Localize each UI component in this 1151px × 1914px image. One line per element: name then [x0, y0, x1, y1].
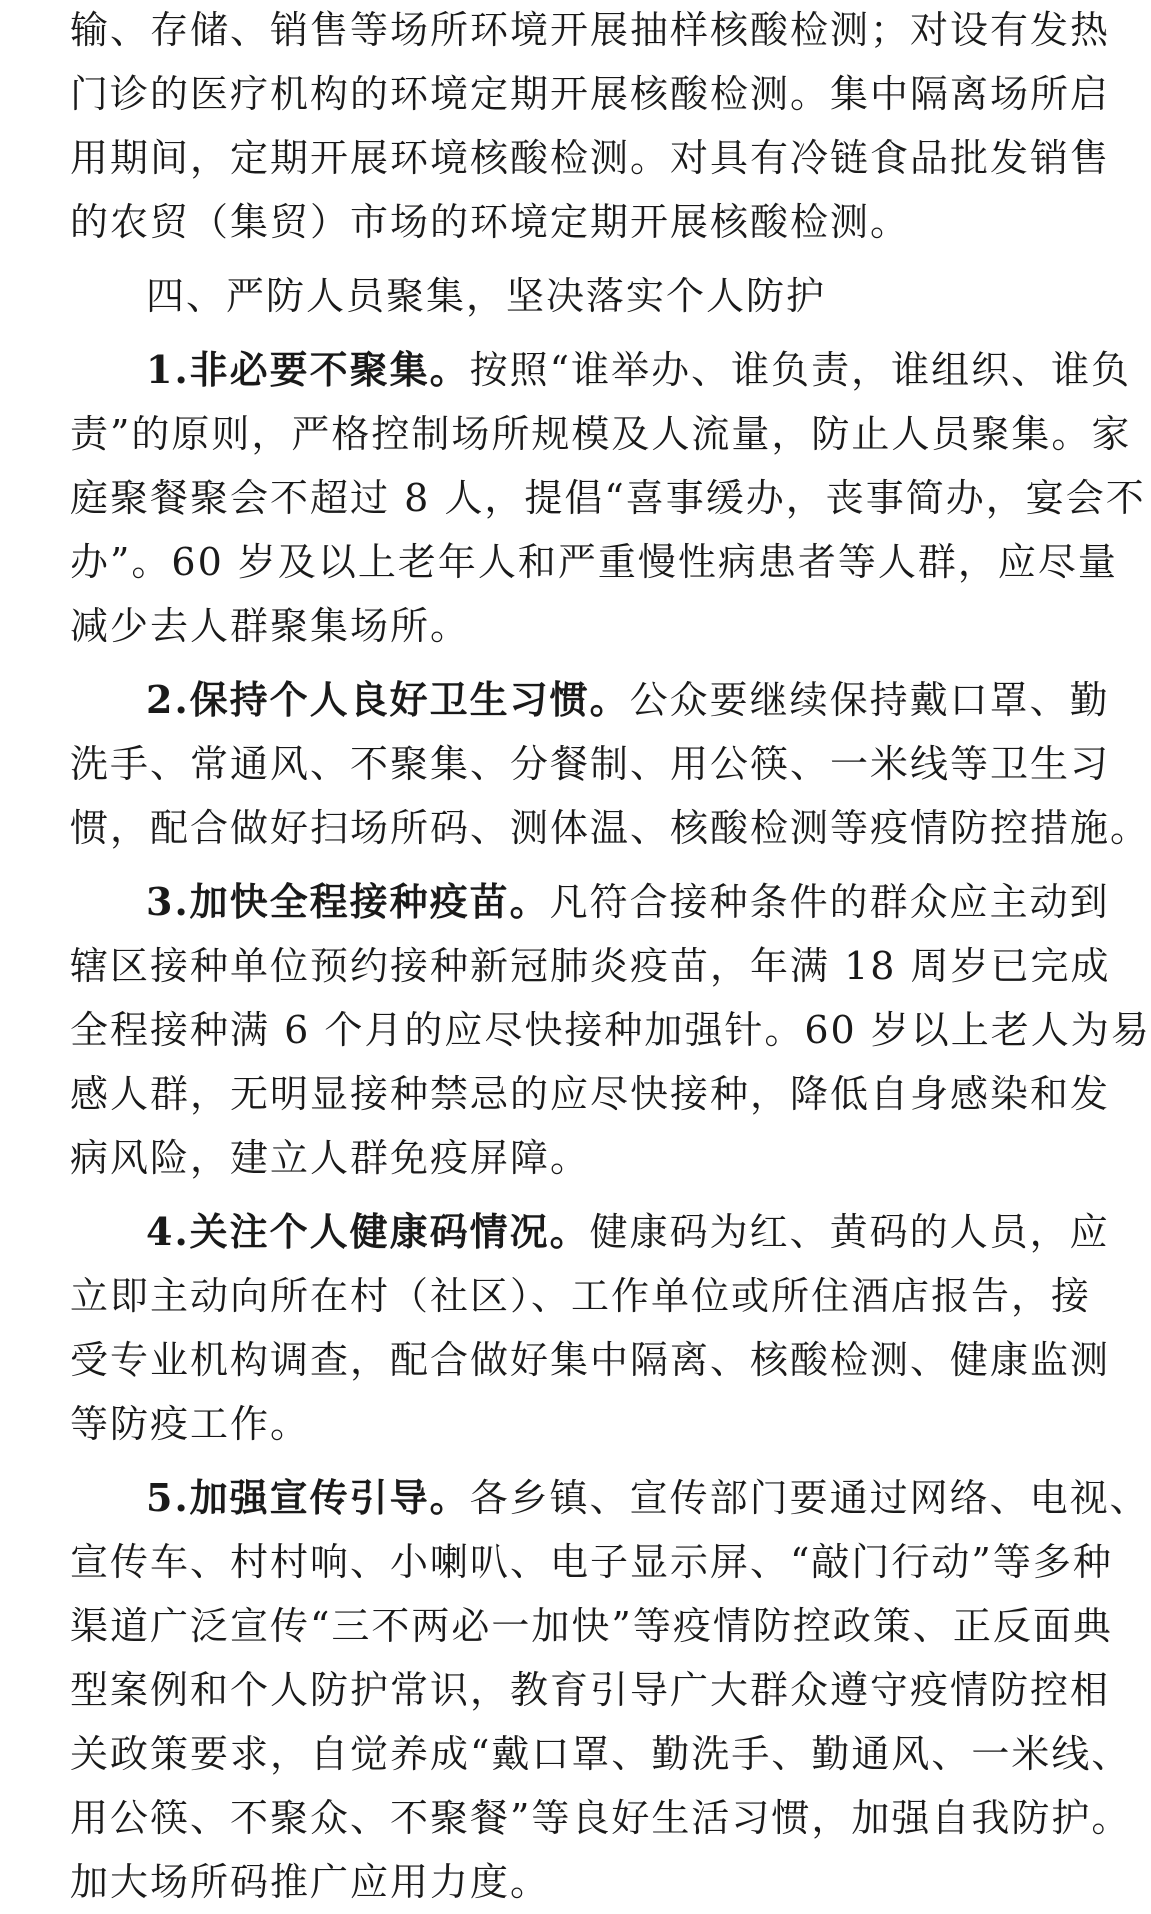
item-text: 凡符合接种条件的群众应主动到 — [549, 880, 1110, 924]
text-line: 用期间，定期开展环境核酸检测。对具有冷链食品批发销售 — [70, 136, 1111, 180]
paragraph-item-2 — [70, 668, 1151, 860]
text-line: 受专业机构调查，配合做好集中隔离、核酸检测、健康监测 — [70, 1338, 1111, 1382]
text-line — [70, 1466, 1150, 1530]
paragraph-item-5 — [70, 1466, 1150, 1914]
text-line: 输、存储、销售等场所环境开展抽样核酸检测；对设有发热 — [70, 8, 1111, 52]
text-line: 辖区接种单位预约接种新冠肺炎疫苗，年满 18 周岁已完成 — [70, 944, 1111, 988]
item-text: 按照“谁举办、谁负责，谁组织、谁负 — [469, 348, 1132, 392]
text-line: 感人群，无明显接种禁忌的应尽快接种，降低自身感染和发 — [70, 1072, 1111, 1116]
text-line — [70, 1200, 1110, 1264]
section-heading: 四、严防人员聚集，坚决落实个人防护 — [146, 274, 827, 318]
text-line: 型案例和个人防护常识，教育引导广大群众遵守疫情防控相 — [70, 1668, 1111, 1712]
text-line: 关政策要求，自觉养成“戴口罩、勤洗手、勤通风、一米线、 — [70, 1732, 1132, 1776]
text-line: 加大场所码推广应用力度。 — [70, 1860, 551, 1904]
text-line: 惯，配合做好扫场所码、测体温、核酸检测等疫情防控措施。 — [70, 806, 1151, 850]
text-line: 用公筷、不聚众、不聚餐”等良好生活习惯，加强自我防护。 — [70, 1796, 1132, 1840]
paragraph-cold-chain-testing — [70, 0, 1111, 254]
text-line: 立即主动向所在村（社区）、工作单位或所住酒店报告，接 — [70, 1274, 1092, 1318]
text-line — [70, 338, 1132, 402]
paragraph-item-4 — [70, 1200, 1111, 1456]
item-title: 3.加快全程接种疫苗。 — [146, 879, 550, 924]
paragraph-item-1 — [70, 338, 1146, 658]
item-text: 公众要继续保持戴口罩、勤 — [629, 678, 1110, 722]
text-line: 宣传车、村村响、小喇叭、电子显示屏、“敲门行动”等多种 — [70, 1540, 1113, 1584]
text-line: 洗手、常通风、不聚集、分餐制、用公筷、一米线等卫生习 — [70, 742, 1111, 786]
text-line: 病风险，建立人群免疫屏障。 — [70, 1136, 591, 1180]
text-line: 的农贸（集贸）市场的环境定期开展核酸检测。 — [70, 200, 911, 244]
text-line: 等防疫工作。 — [70, 1402, 311, 1446]
text-line: 全程接种满 6 个月的应尽快接种加强针。60 岁以上老人为易 — [70, 1008, 1151, 1052]
text-line: 办”。60 岁及以上老年人和严重慢性病患者等人群，应尽量 — [70, 540, 1118, 584]
item-title: 2.保持个人良好卫生习惯。 — [146, 677, 630, 722]
paragraph-item-3 — [70, 870, 1151, 1190]
item-text: 各乡镇、宣传部门要通过网络、电视、 — [469, 1476, 1150, 1520]
item-text: 健康码为红、黄码的人员，应 — [589, 1210, 1110, 1254]
item-title: 5.加强宣传引导。 — [146, 1475, 470, 1520]
text-line: 责”的原则，严格控制场所规模及人流量，防止人员聚集。家 — [70, 412, 1132, 456]
text-line — [70, 870, 1110, 934]
document-page — [70, 0, 1151, 1914]
text-line — [70, 668, 1110, 732]
item-title: 1.非必要不聚集。 — [146, 347, 470, 392]
text-line: 减少去人群聚集场所。 — [70, 604, 471, 648]
text-line: 门诊的医疗机构的环境定期开展核酸检测。集中隔离场所启 — [70, 72, 1111, 116]
text-line: 庭聚餐聚会不超过 8 人，提倡“喜事缓办，丧事简办，宴会不 — [70, 476, 1146, 520]
text-line: 渠道广泛宣传“三不两必一加快”等疫情防控政策、正反面典 — [70, 1604, 1113, 1648]
item-title: 4.关注个人健康码情况。 — [146, 1209, 590, 1254]
